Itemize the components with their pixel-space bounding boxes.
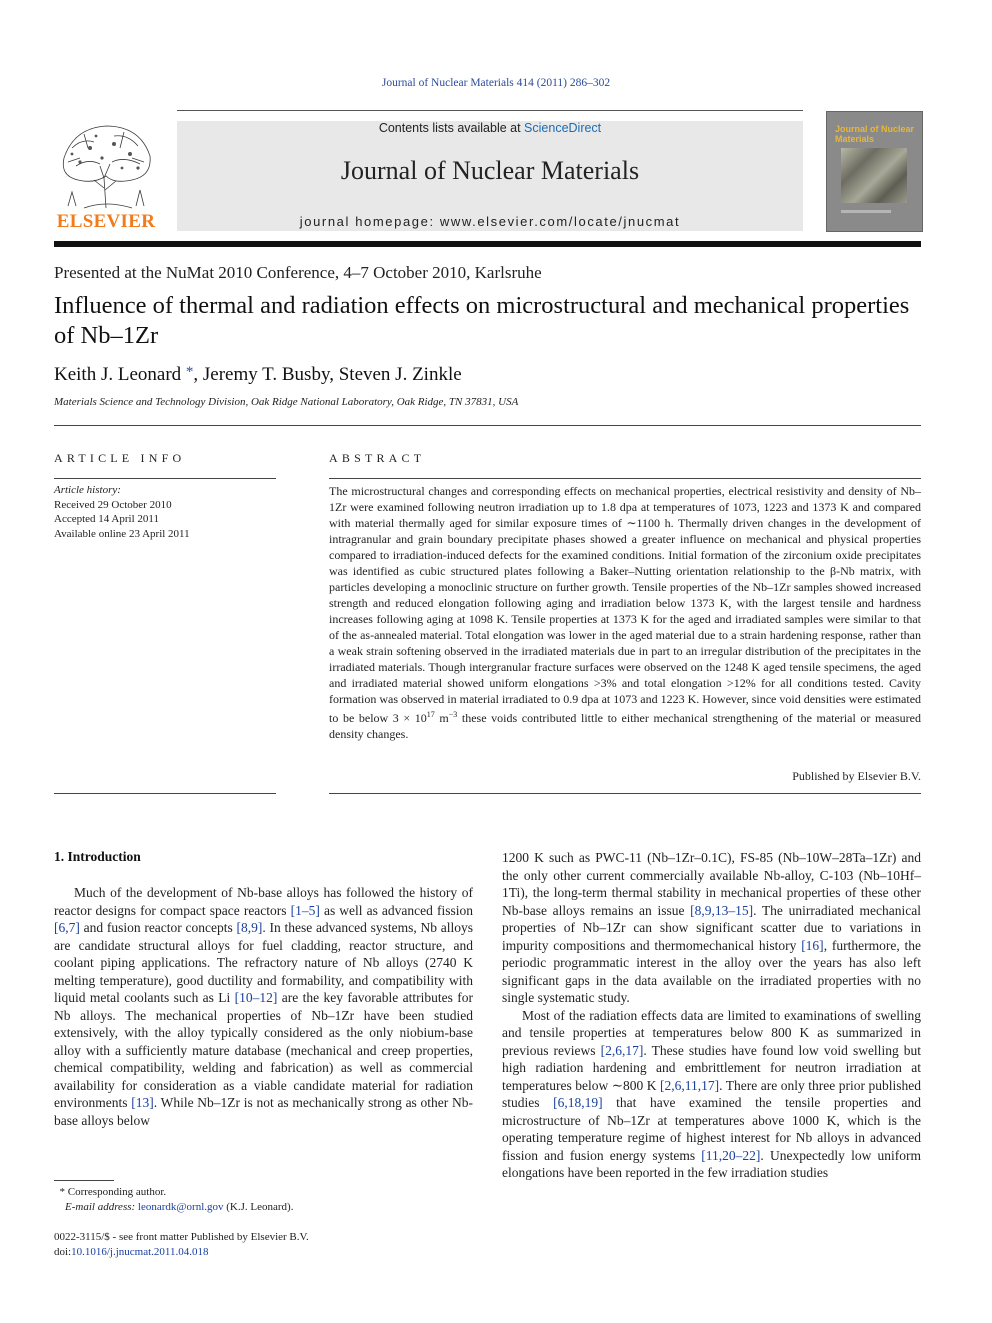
reference-link[interactable]: [2,6,17] <box>600 1042 644 1058</box>
homepage-label: journal homepage: <box>299 214 440 229</box>
cover-footer-bar <box>841 210 891 213</box>
citation-journal-link[interactable]: Journal of Nuclear Materials 414 (2011) 286–302 <box>381 77 611 89</box>
abstract-heading: ABSTRACT <box>329 451 426 465</box>
article-title: Influence of thermal and radiation effects on microstructural and mechanical properties of Nb–1Zr <box>54 292 910 349</box>
body-column-right <box>502 849 921 1182</box>
online-date: Available online 23 April 2011 <box>54 527 190 540</box>
journal-cover-thumbnail[interactable] <box>826 111 923 232</box>
abstract-publisher-note: Published by Elsevier B.V. <box>792 769 921 783</box>
reference-link[interactable]: [8,9,13–15] <box>690 902 754 918</box>
affiliation-rule <box>54 425 921 426</box>
author-affiliation: Materials Science and Technology Division, Oak Ridge National Laboratory, Oak Ridge, TN 37831, USA <box>54 396 519 408</box>
reference-link[interactable]: [13] <box>131 1095 154 1110</box>
reference-link[interactable]: [1–5] <box>290 902 320 918</box>
article-info-rule <box>54 478 276 479</box>
elsevier-wordmark: ELSEVIER <box>56 211 156 232</box>
front-matter <box>54 1230 309 1260</box>
body-paragraph: 1200 K such as PWC-11 (Nb–1Zr–0.1C), FS-85 (Nb–10W–28Ta–1Zr) and the only other current commercially available Nb-alloy, C-103 (Nb–10Hf–1Ti), the long-term thermal stability in mechanical properties of these other Nb-base alloys remains an issue [8,9,13–15]. The unirradiated mechanical properties of Nb–1Zr can show significant scatter due to variations in impurity compositions and thermomechanical history [16], furthermore, the periodic programmatic interest in the alloy over the years has also left significant gaps in the data available on the irradiated properties with no single systematic study. <box>502 850 921 1005</box>
doi-line: doi:10.1016/j.jnucmat.2011.04.018 <box>54 1246 209 1258</box>
header-top-rule <box>177 110 803 111</box>
reference-link[interactable]: [2,6,11,17] <box>660 1077 720 1093</box>
contents-prefix: Contents lists available at <box>378 121 525 135</box>
reference-link[interactable]: [10–12] <box>234 990 278 1005</box>
journal-citation <box>0 77 992 89</box>
header-thick-rule <box>54 241 921 247</box>
abstract-bottom-rule <box>329 793 921 794</box>
corresponding-author-marker[interactable]: * <box>185 364 194 380</box>
reference-link[interactable]: [6,7] <box>54 920 80 935</box>
doi-link[interactable]: 10.1016/j.jnucmat.2011.04.018 <box>71 1246 209 1258</box>
sciencedirect-link[interactable]: ScienceDirect <box>524 121 602 135</box>
abstract-rule <box>329 478 921 479</box>
reference-link[interactable]: [11,20–22] <box>701 1147 761 1163</box>
elsevier-tree-icon <box>54 118 158 210</box>
homepage-url-link[interactable]: www.elsevier.com/locate/jnucmat <box>439 214 681 229</box>
article-info-bottom-rule <box>54 793 276 794</box>
history-label: Article history: <box>54 484 121 496</box>
journal-name: Journal of Nuclear Materials <box>340 156 640 185</box>
footnote-rule <box>54 1180 114 1181</box>
body-column-left <box>54 884 473 1129</box>
reference-link[interactable]: [8,9] <box>236 920 263 935</box>
accepted-date: Accepted 14 April 2011 <box>54 513 159 525</box>
author-name: Jeremy T. Busby <box>202 364 330 385</box>
body-paragraph: Most of the radiation effects data are limited to examinations of swelling and tensile properties at temperatures below 800 K as summarized in previous reviews [2,6,17]. These studies have found low void swelling but high radiation hardening and embrittlement for neutron irradiation at temperatures below ∼800 K [2,6,11,17]. There are only three prior published studies [6,18,19] that have examined the tensile properties and microstructure of Nb–1Zr at temperatures above 1000 K, which is the operating temperature regime of highest interest for Nb alloys in advanced fission and fusion energy systems [11,20–22]. Unexpectedly low uniform elongations have been reported in the few irradiation studies <box>502 1007 922 1180</box>
issn-note: 0022-3115/$ - see front matter Published by Elsevier B.V. <box>54 1231 309 1243</box>
reference-link[interactable]: [6,18,19] <box>553 1095 603 1110</box>
reference-link[interactable]: [16] <box>801 937 824 953</box>
cover-image <box>841 148 907 203</box>
cover-title: Journal of Nuclear Materials <box>835 124 915 144</box>
author-name: Keith J. Leonard <box>54 364 182 385</box>
abstract-text: The microstructural changes and corresponding effects on mechanical properties, electrical resistivity and density of Nb–1Zr were examined following neutron irradiation up to 1.8 dpa at temperatures of 1073, 1223 and 1373 K and compared with material thermally aged for similar exposure times of ∼1100 h. Thermally driven changes in the development of intragranular and grain boundary precipitate phases showed a greater influence on mechanical and physical properties compared to irradiation-induced defects for the examined conditions. Initial formation of the zirconium oxide precipitates was identified as cubic structured plates following a Baker–Nutting orientation relationship to the β-Nb matrix, with particles developing a monoclinic structure on further growth. Tensile properties of the Nb–1Zr samples showed increased strength and reduced elongation following aging and irradiation below 1373 K, with the largest tensile and hardness increases following aging at 1098 K. Tensile properties at 1373 K for the aged and irradiated samples were similar to that of the as-annealed material. Total elongation was lower in the aged material due to a strain hardening response, rather than a weak strain softening observed in the irradiated materials due in part to an irregular distribution of the precipitates in the irradiated materials. Though intergranular fracture surfaces were observed on the 1248 K aged tensile specimens, the aged and irradiated material showed uniform elongations >3% and total elongation >12% for all conditions tested. Cavity formation was observed in material irradiated to 0.9 dpa at 1073 and 1223 K. However, since void densities were estimated to be below $3 \times 10^{17}$ $m^{-3}$ these voids contributed little to either mechanical strengthening of the material or measured density changes. <box>329 484 922 741</box>
article-info-heading: ARTICLE INFO <box>54 451 186 465</box>
received-date: Received 29 October 2010 <box>54 498 172 511</box>
body-paragraph: Much of the development of Nb-base alloys has followed the history of reactor designs for compact space reactors [1–5] as well as advanced fission [6,7] and fusion reactor concepts [8,9]. In these advanced systems, Nb alloys are candidate structural alloys for fuel cladding, reactor structure, and coolant piping applications. The refractory nature of Nb alloys (2740 K melting temperature), good ductility and formability, and compatibility with liquid metal coolants such as Li [10–12] are the key favorable attributes for Nb alloys. The mechanical properties of Nb–1Zr have been studied extensively, with the alloy typically considered as the only niobium-base alloy with a sufficiently mature database (mechanical and creep properties, chemical compatibility, welding and fabrication) as well as commercial availability for consideration as a viable candidate material for radiation environments [13]. While Nb–1Zr is not as mechanically strong as other Nb-base alloys below <box>54 885 473 1128</box>
corresponding-author-note: * Corresponding author. <box>59 1186 167 1198</box>
elsevier-logo[interactable] <box>54 118 158 232</box>
journal-homepage <box>177 214 803 229</box>
author-name: Steven J. Zinkle <box>338 364 462 385</box>
author-list: Keith J. Leonard *, Jeremy T. Busby, Steven J. Zinkle <box>54 364 462 385</box>
section-heading: 1. Introduction <box>54 849 141 864</box>
footnotes <box>54 1185 293 1215</box>
conference-note: Presented at the NuMat 2010 Conference, 4–7 October 2010, Karlsruhe <box>54 263 542 282</box>
contents-availability <box>177 121 803 135</box>
journal-header-box <box>177 121 803 231</box>
article-history <box>54 483 190 541</box>
email-link[interactable]: leonardk@ornl.gov <box>137 1201 224 1213</box>
email-note: E-mail address: leonardk@ornl.gov (K.J. Leonard). <box>65 1201 294 1213</box>
